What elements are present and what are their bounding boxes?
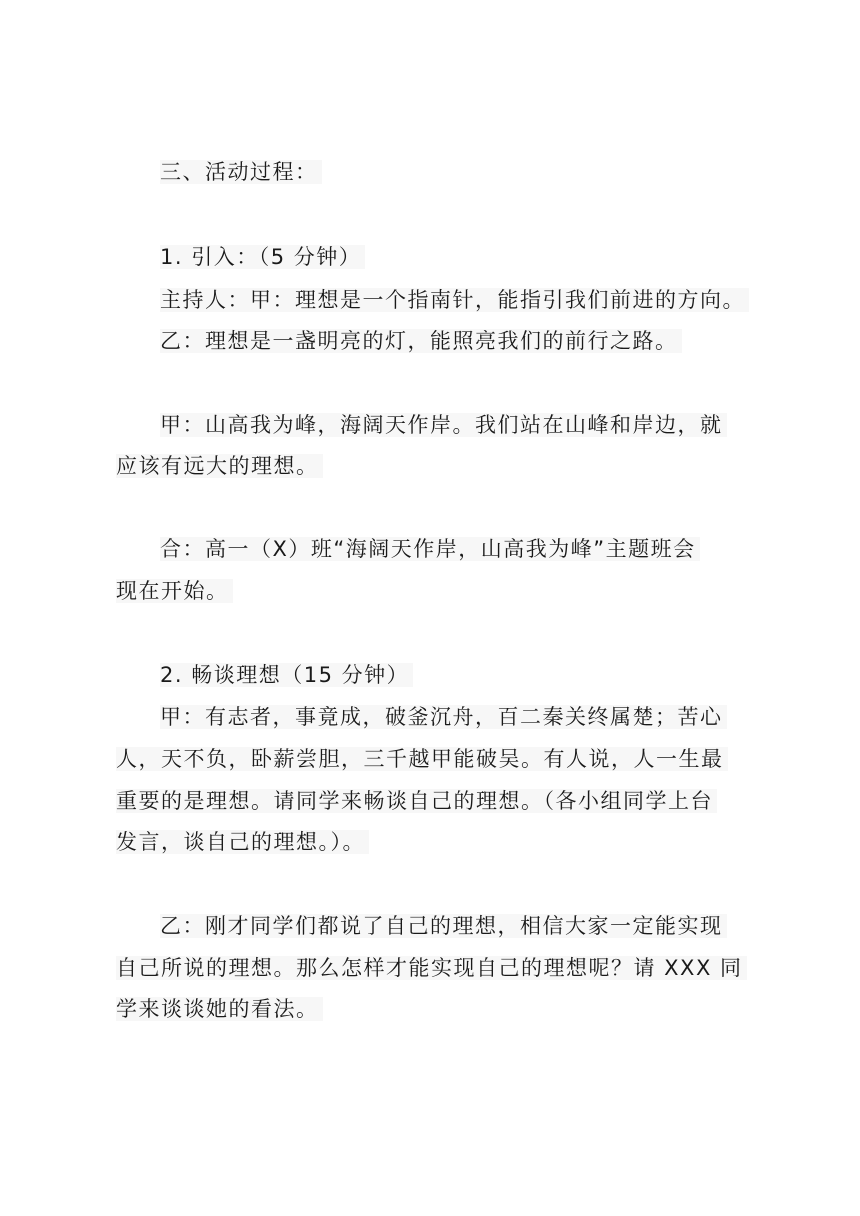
paragraph-line: 发言，谈自己的理想。）。 [116, 825, 756, 859]
paragraph-line: 合：高一（X）班“海阔天作岸，山高我为峰”主题班会 [160, 532, 756, 566]
subsection-heading-intro: 1. 引入：（5 分钟） [160, 240, 756, 274]
paragraph-line: 人，天不负，卧薪尝胆，三千越甲能破吴。有人说，人一生最 [116, 742, 756, 776]
section-heading: 三、活动过程： [160, 155, 756, 189]
paragraph-line: 乙：理想是一盏明亮的灯，能照亮我们的前行之路。 [160, 324, 756, 358]
paragraph-line: 学来谈谈她的看法。 [116, 992, 756, 1026]
paragraph-line: 自己所说的理想。那么怎样才能实现自己的理想呢？请 XXX 同 [116, 951, 756, 985]
paragraph-line: 应该有远大的理想。 [116, 449, 756, 483]
paragraph-line: 甲：山高我为峰，海阔天作岸。我们站在山峰和岸边，就 [160, 408, 756, 442]
paragraph-line: 乙：刚才同学们都说了自己的理想，相信大家一定能实现 [160, 909, 756, 943]
subsection-heading-ideals: 2. 畅谈理想（15 分钟） [160, 658, 756, 692]
paragraph-line: 现在开始。 [116, 574, 756, 608]
paragraph-line: 甲：有志者，事竟成，破釜沉舟，百二秦关终属楚；苦心 [160, 700, 756, 734]
paragraph-line: 重要的是理想。请同学来畅谈自己的理想。（各小组同学上台 [116, 784, 756, 818]
paragraph-line: 主持人：甲：理想是一个指南针，能指引我们前进的方向。 [160, 283, 756, 317]
